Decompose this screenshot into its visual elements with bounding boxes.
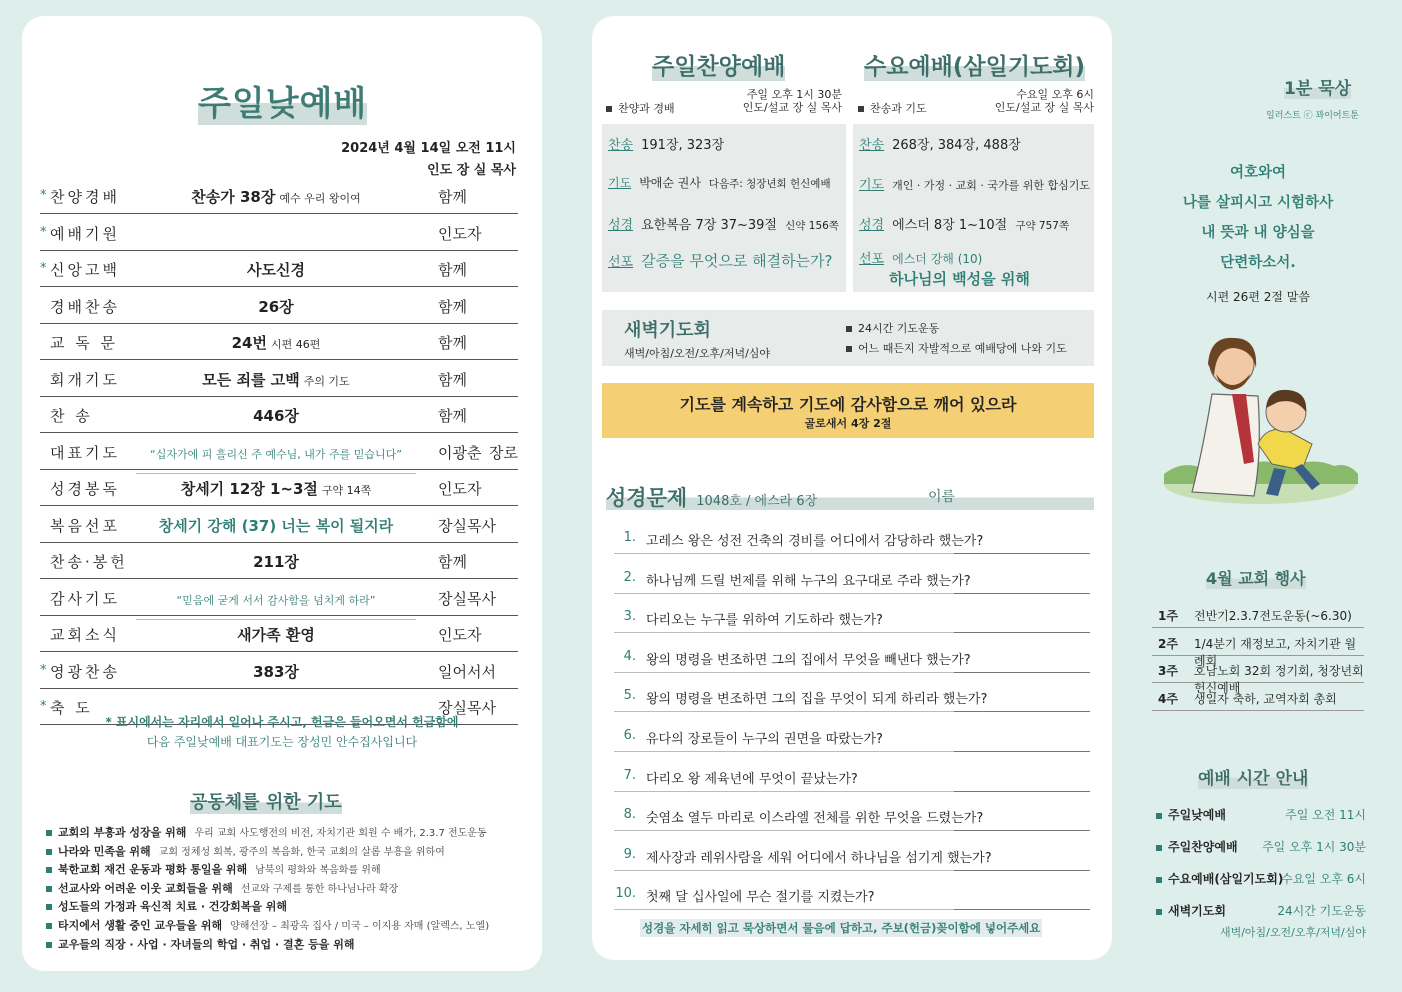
order-item-leader: 인도자	[438, 626, 482, 644]
bible-text: 요한복음 7장 37~39절	[641, 218, 777, 233]
order-row	[40, 616, 518, 652]
sermon-key: 선포	[859, 252, 885, 267]
bullet-icon	[46, 923, 52, 929]
page-title: 주일낮예배	[198, 76, 367, 125]
event-row	[1152, 630, 1364, 668]
order-row	[40, 361, 518, 397]
order-item-name: 축 도	[50, 699, 93, 717]
wed-time	[995, 88, 1094, 114]
bullet-icon	[846, 326, 852, 332]
order-item-sub: 구약 14쪽	[321, 484, 372, 497]
prayer-item	[46, 917, 489, 936]
order-item-leader: 장실목사	[438, 516, 496, 535]
quiz-question	[614, 566, 1090, 594]
prayer-text: 박애순 권사	[639, 176, 701, 190]
service-name-text: 수요예배(삼일기도회)	[1168, 872, 1284, 886]
service-name	[1156, 838, 1238, 855]
wed-time-text: 수요일 오후 6시	[1016, 88, 1094, 101]
order-item-leader: 함께	[438, 407, 467, 425]
order-item-main: 새가족 환영	[237, 626, 315, 644]
order-item-leader: 함께	[438, 553, 467, 571]
order-row	[40, 434, 518, 470]
quiz-number: 1048호 / 에스라 6장	[696, 494, 818, 509]
quiz-title: 성경문제	[606, 486, 688, 510]
leader-text: 인도 장 실 목사	[427, 163, 516, 178]
prayer-main: 교회의 부흥과 성장을 위해	[58, 826, 187, 839]
order-item-content	[136, 551, 416, 572]
wednesday-title: 수요예배(삼일기도회)	[864, 48, 1085, 81]
order-item-content	[136, 478, 416, 499]
question-number: 1.	[623, 530, 636, 545]
wednesday-box	[853, 124, 1094, 292]
question-number: 10.	[615, 886, 636, 902]
required-standing-mark: *	[40, 224, 47, 240]
sermon-key: 선포	[608, 255, 634, 270]
order-item-main: “믿음에 굳게 서서 감사함을 넘치게 하라”	[176, 593, 376, 607]
service-time: 24시간 기도운동	[1277, 904, 1366, 918]
quiz-footer: 성경을 자세히 읽고 묵상하면서 물음에 답하고, 주보(헌금)꽂이함에 넣어주세요	[642, 921, 1041, 935]
service-name-text: 새벽기도회	[1168, 904, 1226, 918]
order-row	[40, 178, 518, 214]
prayer-sub: 선교와 구제를 통한 하나님나라 확장	[240, 883, 399, 895]
order-item-leader: 함께	[438, 188, 467, 206]
hymn-text: 268장, 384장, 488장	[892, 138, 1021, 153]
illustration-credit: 일러스트 ⓒ 꽈이어트툰	[1266, 111, 1359, 121]
order-item-content	[136, 661, 416, 682]
question-text: 제사장과 레위사람을 세워 어디에서 하나님을 섬기게 했는가?	[646, 850, 992, 866]
order-item-name: 복음선포	[50, 516, 120, 535]
prayer-main: 성도들의 가정과 육신적 치료 · 건강회복을 위해	[58, 900, 288, 914]
order-row	[40, 653, 518, 689]
order-item-leader: 인도자	[438, 480, 482, 498]
bullet-icon	[46, 942, 52, 948]
quiz-header	[606, 482, 1094, 510]
required-standing-mark: *	[40, 188, 47, 203]
question-number: 5.	[623, 688, 636, 704]
order-item-name: 신앙고백	[50, 261, 120, 279]
prayer-sub: 남북의 평화와 복음화를 위해	[255, 865, 381, 877]
order-item-sub: 예수 우리 왕이여	[279, 192, 361, 205]
order-item-leader: 장실목사	[438, 699, 496, 717]
dawn-prayer-box	[602, 310, 1094, 366]
bullet-icon	[46, 886, 52, 892]
sermon-text: 하나님의 백성을 위해	[889, 270, 1030, 288]
bullet-icon	[1156, 845, 1162, 851]
wed-lead-text: 인도/설교 장 실 목사	[994, 101, 1094, 114]
quiz-question	[614, 882, 1090, 910]
wed-head-text: 찬송과 기도	[870, 102, 927, 115]
order-row	[40, 215, 518, 251]
quiz-question	[614, 645, 1090, 673]
order-item-name: 교 독 문	[50, 334, 119, 352]
bullet-icon	[1156, 877, 1162, 883]
verse-reference: 시편 26편 2절 말씀	[1206, 290, 1310, 304]
question-text: 다리오 왕 제육년에 무엇이 끝났는가?	[646, 771, 858, 787]
question-number: 3.	[623, 609, 636, 625]
sermon-sub: 에스더 강해 (10)	[892, 252, 983, 266]
question-number: 2.	[623, 569, 636, 585]
quiz-question	[614, 605, 1090, 633]
sunday-praise-box	[602, 124, 846, 292]
prayer-main: 나라와 민족을 위해	[58, 844, 151, 858]
prayer-sub: 양해선장 – 최광옥 집사 / 미국 – 이지용 자매 (알렉스, 노엘)	[230, 920, 490, 932]
prayer-text: 개인 · 가정 · 교회 · 국가를 위한 합심기도	[892, 179, 1090, 192]
hymn-text: 191장, 323장	[641, 138, 725, 153]
bullet-icon	[606, 106, 612, 112]
order-item-main: 찬송가 38장	[191, 188, 276, 206]
order-item-content	[136, 405, 416, 426]
quiz-question	[614, 724, 1090, 752]
service-time: 주일 오전 11시	[1285, 808, 1366, 822]
prayer-item	[46, 898, 489, 917]
hymn-key: 찬송	[608, 138, 634, 153]
service-time: 수요일 오후 6시	[1281, 872, 1366, 886]
question-text: 첫째 달 십사일에 무슨 절기를 지켰는가?	[646, 890, 875, 906]
question-number: 6.	[623, 728, 636, 743]
order-item-content	[136, 259, 416, 280]
question-text: 고레스 왕은 성전 건축의 경비를 어디에서 감당하라 했는가?	[646, 534, 984, 549]
order-item-leader: 함께	[438, 297, 467, 316]
quiz-question	[614, 684, 1090, 712]
quiz-name-label: 이름	[928, 489, 956, 505]
required-standing-mark: *	[40, 699, 47, 714]
order-row	[40, 288, 518, 324]
event-desc: 생일자 축하, 교역자회 총회	[1194, 691, 1337, 706]
order-item-main: 창세기 12장 1~3절	[180, 480, 318, 498]
bullet-icon	[858, 106, 864, 112]
prayer-sub: 다음주: 청장년회 헌신예배	[708, 178, 831, 190]
verse-line: 나를 살피시고 시험하사	[1182, 195, 1334, 211]
event-row	[1152, 657, 1364, 695]
order-item-content	[136, 369, 416, 390]
answer-field[interactable]	[954, 870, 1090, 871]
order-row	[40, 580, 518, 616]
bullet-icon	[1156, 909, 1162, 915]
bible-sub: 신약 156쪽	[785, 220, 839, 232]
order-item-main: “십자가에 피 흘리신 주 예수님, 내가 주를 믿습니다”	[150, 447, 402, 461]
bible-key: 성경	[608, 218, 634, 233]
required-standing-mark: *	[40, 261, 47, 276]
question-text: 숫염소 열두 마리로 이스라엘 전체를 위한 무엇을 드렸는가?	[646, 811, 984, 827]
quiz-question	[614, 803, 1090, 831]
order-item-leader: 함께	[438, 370, 467, 389]
order-item-leader: 인도자	[438, 224, 482, 243]
order-item-name: 영광찬송	[50, 662, 120, 681]
order-item-main: 사도신경	[247, 261, 305, 279]
order-item-content	[136, 332, 416, 353]
service-time: 주일 오후 1시 30분	[1262, 840, 1366, 854]
event-week: 1주	[1158, 609, 1178, 623]
community-prayer-title: 공동체를 위한 기도	[190, 788, 342, 814]
service-name	[1156, 870, 1283, 887]
order-item-leader: 이광춘 장로	[438, 443, 518, 462]
order-item-name: 교회소식	[50, 626, 120, 644]
order-item-content	[136, 624, 416, 645]
prayer-main: 선교사와 어려운 이웃 교회들을 위해	[58, 881, 233, 895]
dawn-sub: 새벽/아침/오전/오후/저녁/심야	[624, 347, 771, 360]
banner-text: 기도를 계속하고 기도에 감사함으로 깨어 있으라	[679, 395, 1017, 414]
order-item-main: 211장	[253, 553, 299, 571]
order-item-leader: 함께	[438, 334, 467, 352]
event-row	[1152, 602, 1364, 628]
verse-line: 내 뜻과 내 양심을	[1201, 225, 1315, 241]
dawn-b1-text: 24시간 기도운동	[858, 322, 940, 335]
answer-field[interactable]	[954, 830, 1090, 831]
order-item-name: 대표기도	[50, 443, 120, 462]
dawn-times-sub: 새벽/아침/오전/오후/저녁/심야	[1219, 926, 1366, 939]
sermon-text: 갈증을 무엇으로 해결하는가?	[641, 252, 833, 270]
prayer-item	[46, 936, 489, 955]
standing-note: * 표시에서는 자리에서 일어나 주시고, 헌금은 들어오면서 헌금함에	[105, 715, 459, 729]
order-row	[40, 543, 518, 579]
answer-field[interactable]	[954, 672, 1090, 673]
service-name-text: 주일낮예배	[1168, 808, 1226, 822]
answer-field[interactable]	[954, 751, 1090, 752]
sun-head-text: 찬양과 경배	[618, 102, 675, 115]
order-item-main: 창세기 강해 (37) 너는 복이 될지라	[158, 516, 394, 535]
next-prayer-note: 다음 주일낮예배 대표기도는 장성민 안수집사입니다	[146, 735, 418, 749]
order-row	[40, 397, 518, 433]
order-item-main: 24번	[231, 334, 267, 352]
prayer-key: 기도	[608, 176, 632, 190]
required-standing-mark: *	[40, 662, 47, 678]
question-number: 7.	[623, 767, 636, 783]
question-text: 다리오는 누구를 위하여 기도하라 했는가?	[646, 613, 883, 629]
order-item-content	[136, 296, 416, 317]
event-week: 3주	[1158, 664, 1178, 678]
sun-lead-text: 인도/설교 장 실 목사	[742, 101, 842, 114]
bullet-icon	[46, 849, 52, 855]
prayer-sub: 교회 정체성 회복, 광주의 복음화, 한국 교회의 살롬 부흥을 위하여	[158, 846, 445, 858]
question-text: 왕의 명령을 변조하면 그의 집을 무엇이 되게 하리라 했는가?	[646, 692, 988, 708]
events-title: 4월 교회 행사	[1206, 566, 1306, 589]
service-name	[1156, 806, 1226, 823]
order-item-name: 경배찬송	[50, 297, 120, 316]
order-item-content	[136, 186, 416, 207]
quiz-question	[614, 526, 1090, 554]
order-item-main: 모든 죄를 고백	[202, 370, 300, 389]
order-item-name: 찬 송	[50, 407, 93, 425]
prayer-main: 북한교회 재건 운동과 평화 통일을 위해	[58, 863, 248, 877]
order-item-leader: 장실목사	[438, 589, 496, 608]
answer-field[interactable]	[954, 553, 1090, 554]
event-desc: 호남노회 32회 정기회, 청장년회 헌신예배	[1194, 664, 1364, 695]
dawn-title: 새벽기도회	[624, 320, 711, 341]
community-prayer-list	[46, 824, 489, 954]
event-week: 2주	[1158, 636, 1178, 651]
answer-field[interactable]	[954, 593, 1090, 594]
jesus-child-illustration	[1162, 334, 1358, 512]
sunday-praise-title: 주일찬양예배	[652, 48, 785, 81]
service-date	[341, 138, 516, 182]
order-item-sub: 시편 46편	[271, 338, 321, 351]
sun-time	[743, 88, 842, 114]
quiz-question	[614, 764, 1090, 792]
grass	[1164, 460, 1358, 484]
order-row	[40, 470, 518, 506]
question-number: 8.	[623, 807, 636, 823]
event-desc: 전반기2.3.7전도운동(~6.30)	[1194, 609, 1352, 623]
order-item-main: 446장	[253, 407, 299, 425]
order-row	[40, 324, 518, 360]
sunday-worship-panel	[22, 16, 542, 971]
prayer-key: 기도	[859, 178, 885, 193]
order-item-name: 예배기원	[50, 224, 120, 243]
answer-field[interactable]	[954, 909, 1090, 910]
order-item-name: 찬양경배	[50, 188, 120, 206]
prayer-item	[46, 824, 489, 843]
answer-field[interactable]	[954, 632, 1090, 633]
order-item-sub: 주의 기도	[303, 374, 350, 388]
dawn-bullet-1	[846, 320, 939, 336]
verse-line: 단련하소서.	[1220, 255, 1296, 271]
order-item-leader: 일어서서	[438, 662, 496, 681]
date-text: 2024년 4월 14일 오전 11시	[341, 141, 516, 156]
service-name-text: 주일찬양예배	[1168, 840, 1238, 854]
event-week: 4주	[1158, 691, 1178, 706]
prayer-main: 교우들의 직장 · 사업 · 자녀들의 학업 · 취업 · 결혼 등을 위해	[58, 937, 355, 951]
question-number: 9.	[623, 846, 636, 862]
order-row	[40, 507, 518, 543]
bible-text: 에스더 8장 1~10절	[892, 218, 1008, 233]
question-text: 유다의 장로들이 누구의 권면을 따랐는가?	[646, 732, 883, 747]
bullet-icon	[46, 867, 52, 873]
bullet-icon	[1156, 813, 1162, 819]
bible-key: 성경	[859, 218, 885, 233]
event-desc: 1/4분기 재정보고, 자치기관 월례회	[1194, 636, 1357, 668]
meditation-title: 1분 묵상	[1284, 74, 1351, 99]
banner-ref: 골로새서 4장 2절	[804, 417, 892, 430]
prayer-item	[46, 861, 489, 880]
question-text: 왕의 명령을 변조하면 그의 집에서 무엇을 빼낸다 했는가?	[646, 652, 971, 668]
verse-line: 여호와여	[1229, 165, 1287, 181]
sun-time-text: 주일 오후 1시 30분	[746, 88, 842, 101]
bullet-icon	[846, 346, 852, 352]
order-item-main: 383장	[253, 662, 299, 681]
dawn-bullet-2	[846, 340, 1067, 356]
prayer-item	[46, 843, 489, 862]
sun-head	[606, 100, 675, 116]
question-number: 4.	[623, 648, 636, 664]
answer-field[interactable]	[954, 791, 1090, 792]
dawn-b2-text: 어느 때든지 자발적으로 예배당에 나와 기도	[858, 342, 1067, 355]
quiz-question	[614, 843, 1090, 871]
order-item-main: 26장	[258, 297, 294, 316]
order-item-leader: 함께	[438, 261, 467, 279]
wed-head	[858, 100, 927, 116]
bullet-icon	[46, 904, 52, 910]
meditation-verse	[1150, 158, 1366, 278]
order-item-name: 감사기도	[50, 589, 120, 608]
order-row	[40, 251, 518, 287]
order-item-name: 회개기도	[50, 370, 120, 389]
times-title: 예배 시간 안내	[1198, 764, 1308, 789]
event-row	[1152, 685, 1364, 711]
question-text: 하나님께 드릴 번제를 위해 누구의 요구대로 주라 했는가?	[646, 573, 971, 589]
order-item-name: 찬송·봉헌	[50, 553, 128, 571]
hymn-key: 찬송	[859, 138, 885, 153]
prayer-item	[46, 880, 489, 899]
answer-field[interactable]	[954, 711, 1090, 712]
prayer-sub: 우리 교회 사도행전의 비전, 자치기관 회원 수 배가, 2.3.7 전도운동	[194, 828, 487, 839]
prayer-main: 타지에서 생활 중인 교우들을 위해	[58, 918, 223, 932]
bible-sub: 구약 757쪽	[1015, 220, 1070, 232]
scripture-banner	[602, 383, 1094, 438]
order-item-content	[136, 515, 416, 536]
service-name	[1156, 902, 1226, 919]
bullet-icon	[46, 830, 52, 836]
middle-panel	[592, 16, 1112, 960]
order-item-name: 성경봉독	[50, 480, 120, 498]
